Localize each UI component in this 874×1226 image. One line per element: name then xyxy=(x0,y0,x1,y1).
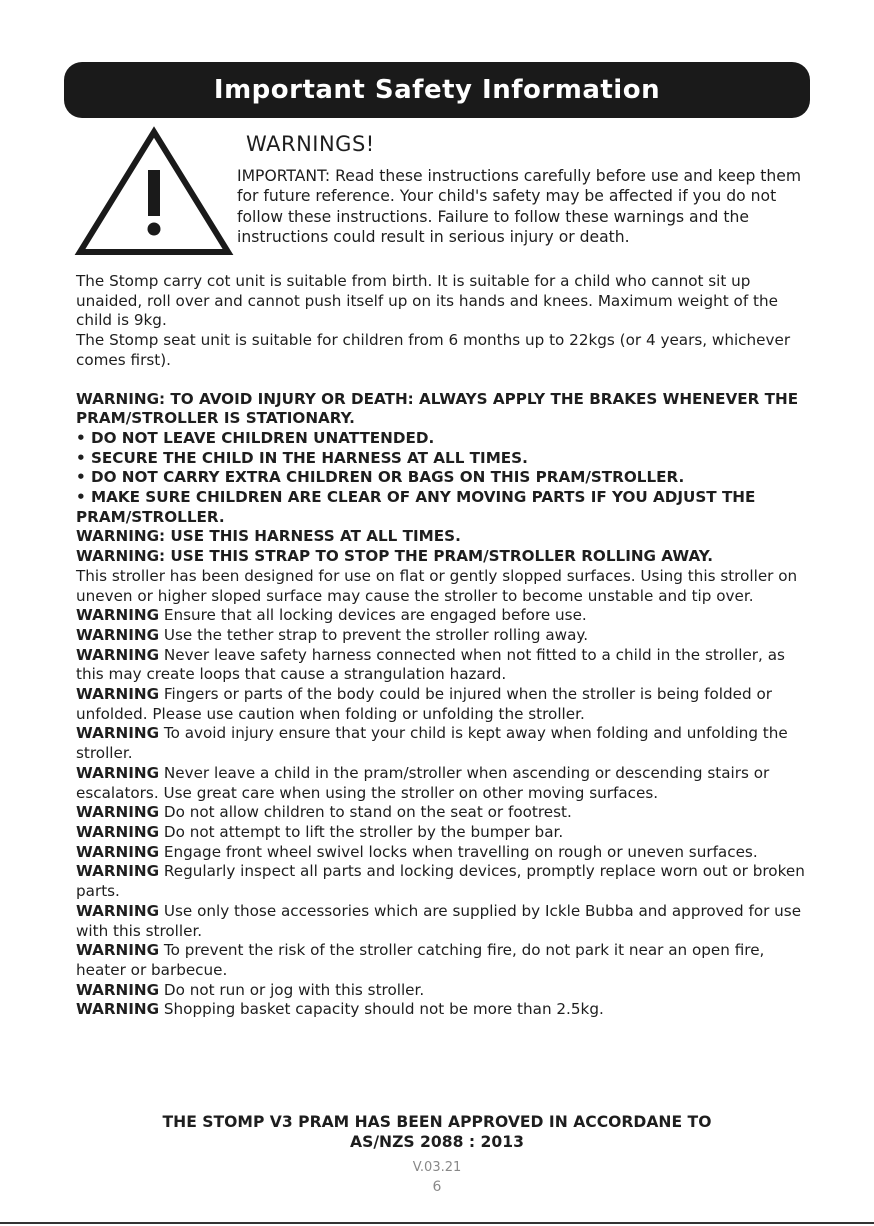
warning-text: Never leave a child in the pram/stroller when ascending or descending stairs or escalators. Use great care when using the stroller on other moving surfaces. xyxy=(76,763,770,802)
version-label: V.03.21 xyxy=(412,1160,462,1175)
warning-text: Use only those accessories which are supplied by Ickle Bubba and approved for use with this stroller. xyxy=(76,901,802,940)
warning-label: WARNING xyxy=(76,606,160,625)
warnings-heading: WARNINGS! xyxy=(246,132,375,156)
warning-item xyxy=(76,764,806,803)
important-notice: IMPORTANT: Read these instructions carefully before use and keep them for future reference. Your child's safety may be affected if you do not follow these instructions. Failure to follow these warnings and the instructions could result in serious injury or death. xyxy=(237,167,802,247)
warning-text: Shopping basket capacity should not be more than 2.5kg. xyxy=(159,1000,604,1019)
warning-label: WARNING xyxy=(76,1000,160,1019)
carry-cot-info: The Stomp carry cot unit is suitable from birth. It is suitable for a child who cannot sit up unaided, roll over and cannot push itself up on its hands and knees. Maximum weight of the child is 9kg. xyxy=(76,272,778,330)
warning-item xyxy=(76,941,806,980)
warning-label: WARNING xyxy=(76,901,160,920)
warning-item xyxy=(76,626,806,646)
warning-text: Engage front wheel swivel locks when travelling on rough or uneven surfaces. xyxy=(159,842,758,861)
warning-item xyxy=(76,981,806,1001)
warning-text: Ensure that all locking devices are engaged before use. xyxy=(159,606,587,625)
bottom-divider xyxy=(0,1222,874,1224)
warning-label: WARNING xyxy=(76,685,160,704)
bold-warning: • DO NOT CARRY EXTRA CHILDREN OR BAGS ON THIS PRAM/STROLLER. xyxy=(76,468,685,487)
bold-warning: WARNING: TO AVOID INJURY OR DEATH: ALWAYS APPLY THE BRAKES WHENEVER THE PRAM/STROLLER IS STATIONARY. xyxy=(76,389,799,428)
warning-item xyxy=(76,843,806,863)
warning-label: WARNING xyxy=(76,763,160,782)
warning-label: WARNING xyxy=(76,724,160,743)
warning-label: WARNING xyxy=(76,842,160,861)
warning-text: To prevent the risk of the stroller catching fire, do not park it near an open fire, heater or barbecue. xyxy=(76,941,765,979)
bold-warning: • SECURE THE CHILD IN THE HARNESS AT ALL TIMES. xyxy=(76,448,528,467)
warning-text: Do not allow children to stand on the seat or footrest. xyxy=(159,803,572,822)
warning-text: Do not run or jog with this stroller. xyxy=(159,980,425,999)
warning-label: WARNING xyxy=(76,803,160,822)
warning-item xyxy=(76,862,806,901)
approval-line-2: AS/NZS 2088 : 2013 xyxy=(350,1133,524,1151)
warning-triangle-icon xyxy=(74,126,234,258)
page-number: 6 xyxy=(432,1179,442,1195)
warning-item xyxy=(76,646,806,685)
bold-warning: • MAKE SURE CHILDREN ARE CLEAR OF ANY MOVING PARTS IF YOU ADJUST THE PRAM/STROLLER. xyxy=(76,488,756,526)
approval-line-1: THE STOMP V3 PRAM HAS BEEN APPROVED IN ACCORDANE TO xyxy=(162,1113,712,1131)
seat-unit-info: The Stomp seat unit is suitable for children from 6 months up to 22kgs (or 4 years, whichever comes first). xyxy=(76,331,791,369)
warning-text: To avoid injury ensure that your child is kept away when folding and unfolding the stroller. xyxy=(76,724,788,763)
warning-text: Regularly inspect all parts and locking devices, promptly replace worn out or broken parts. xyxy=(76,862,805,901)
bold-warning: WARNING: USE THIS HARNESS AT ALL TIMES. xyxy=(76,527,461,546)
warning-item xyxy=(76,606,806,626)
warning-label: WARNING xyxy=(76,862,160,881)
warning-item xyxy=(76,823,806,843)
warning-text: Use the tether strap to prevent the stroller rolling away. xyxy=(159,625,589,644)
warning-text: Fingers or parts of the body could be injured when the stroller is being folded or unfolded. Please use caution when folding or unfolding the stroller. xyxy=(76,685,772,723)
warning-text: Do not attempt to lift the stroller by the bumper bar. xyxy=(159,822,564,841)
bold-warning: • DO NOT LEAVE CHILDREN UNATTENDED. xyxy=(76,428,435,447)
warning-label: WARNING xyxy=(76,941,160,960)
warning-item xyxy=(76,902,806,941)
warning-text: Never leave safety harness connected when not fitted to a child in the stroller, as this may create loops that cause a strangulation hazard. xyxy=(76,645,785,684)
safety-content xyxy=(76,272,806,1020)
approval-statement xyxy=(76,1112,798,1152)
warning-item xyxy=(76,724,806,763)
warning-item xyxy=(76,1000,806,1020)
bold-warning: WARNING: USE THIS STRAP TO STOP THE PRAM/STROLLER ROLLING AWAY. xyxy=(76,547,714,566)
header-banner xyxy=(64,62,810,118)
warning-label: WARNING xyxy=(76,645,160,664)
page-title: Important Safety Information xyxy=(213,75,661,105)
warning-item xyxy=(76,685,806,724)
warning-label: WARNING xyxy=(76,822,160,841)
warning-label: WARNING xyxy=(76,980,160,999)
warning-item xyxy=(76,803,806,823)
warning-label: WARNING xyxy=(76,625,160,644)
slope-note: This stroller has been designed for use on flat or gently slopped surfaces. Using this stroller on uneven or higher sloped surface may cause the stroller to become unstable and tip over. xyxy=(76,566,798,605)
